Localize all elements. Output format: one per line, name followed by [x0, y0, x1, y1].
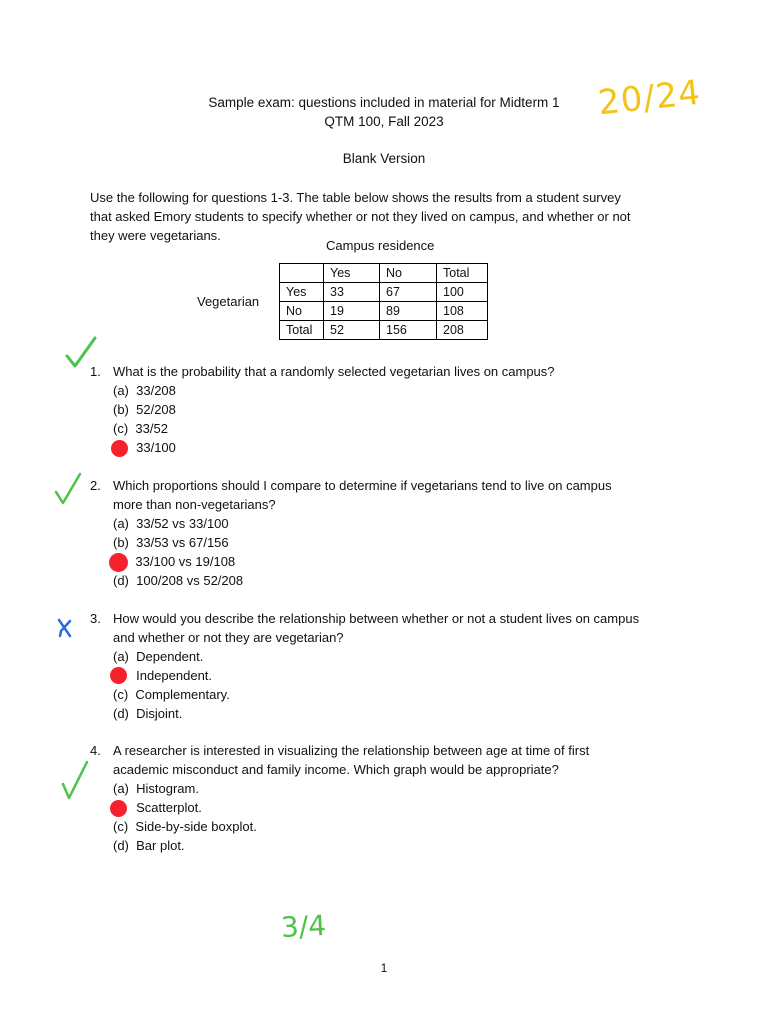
survey-table: [279, 263, 488, 340]
table-header-row: [280, 264, 488, 283]
question-3: [90, 609, 690, 729]
option-a: (a) Dependent.: [113, 649, 204, 664]
question-number: 2.: [90, 478, 101, 493]
page-number: 1: [380, 961, 388, 975]
question-number: 3.: [90, 611, 101, 626]
handwritten-total-score: 20/24: [596, 72, 703, 124]
option-d: 33/100: [136, 440, 176, 455]
table-cell: Yes: [280, 283, 324, 302]
question-stem-line-1: A researcher is interested in visualizing the relationship between age at time of first: [113, 743, 590, 758]
question-number: 4.: [90, 743, 101, 758]
option-c: (c) 33/52: [113, 421, 168, 436]
option-d: (d) 100/208 vs 52/208: [113, 573, 244, 588]
option-c: (c) Side-by-side boxplot.: [113, 819, 257, 834]
question-stem-line-1: Which proportions should I compare to determine if vegetarians tend to live on campus: [113, 478, 612, 493]
option-d: (d) Disjoint.: [113, 706, 183, 721]
table-column-title: Campus residence: [326, 238, 435, 253]
intro-line-1: Use the following for questions 1-3. The table below shows the results from a student survey: [90, 190, 621, 205]
question-stem-line-1: How would you describe the relationship between whether or not a student lives on campus: [113, 611, 640, 626]
selected-answer-dot: [110, 800, 127, 817]
table-row: [280, 283, 488, 302]
table-row: [280, 302, 488, 321]
table-cell: 108: [437, 302, 488, 321]
selected-answer-dot: [109, 553, 128, 572]
cross-icon: [56, 617, 74, 639]
table-cell: No: [280, 302, 324, 321]
question-1: [90, 362, 690, 462]
check-icon: [52, 470, 86, 508]
table-cell: Total: [437, 264, 488, 283]
table-row-title: Vegetarian: [197, 294, 260, 309]
question-4: [90, 741, 690, 861]
table-cell: [280, 264, 324, 283]
table-cell: 52: [324, 321, 380, 340]
table-cell: No: [380, 264, 437, 283]
question-stem-line-2: and whether or not they are vegetarian?: [113, 630, 344, 645]
option-a: (a) Histogram.: [113, 781, 199, 796]
option-b: (b) 33/53 vs 67/156: [113, 535, 229, 550]
table-cell: Total: [280, 321, 324, 340]
option-c: (c) Complementary.: [113, 687, 230, 702]
selected-answer-dot: [110, 667, 127, 684]
table-cell: Yes: [324, 264, 380, 283]
question-stem-line-2: more than non-vegetarians?: [113, 497, 276, 512]
question-2: [90, 476, 690, 596]
version-label: Blank Version: [342, 151, 426, 166]
handwritten-page-score: 3/4: [280, 908, 327, 945]
check-icon: [58, 758, 92, 804]
option-b: Independent.: [136, 668, 213, 683]
intro-line-2: that asked Emory students to specify whether or not they lived on campus, and whether or not: [90, 209, 631, 224]
option-b: (b) 52/208: [113, 402, 176, 417]
table-cell: 100: [437, 283, 488, 302]
table-row: [280, 321, 488, 340]
question-stem-line-2: academic misconduct and family income. Which graph would be appropriate?: [113, 762, 559, 777]
option-c: 33/100 vs 19/108: [135, 554, 236, 569]
option-b: Scatterplot.: [136, 800, 202, 815]
table-cell: 19: [324, 302, 380, 321]
exam-title: Sample exam: questions included in material for Midterm 1: [208, 95, 560, 110]
table-cell: 156: [380, 321, 437, 340]
table-cell: 208: [437, 321, 488, 340]
option-a: (a) 33/208: [113, 383, 176, 398]
question-number: 1.: [90, 364, 101, 379]
table-cell: 89: [380, 302, 437, 321]
option-d: (d) Bar plot.: [113, 838, 185, 853]
selected-answer-dot: [111, 440, 128, 457]
table-cell: 33: [324, 283, 380, 302]
intro-line-3: they were vegetarians.: [90, 228, 221, 243]
option-a: (a) 33/52 vs 33/100: [113, 516, 229, 531]
question-stem: What is the probability that a randomly selected vegetarian lives on campus?: [113, 364, 555, 379]
table-cell: 67: [380, 283, 437, 302]
course-title: QTM 100, Fall 2023: [324, 114, 444, 129]
